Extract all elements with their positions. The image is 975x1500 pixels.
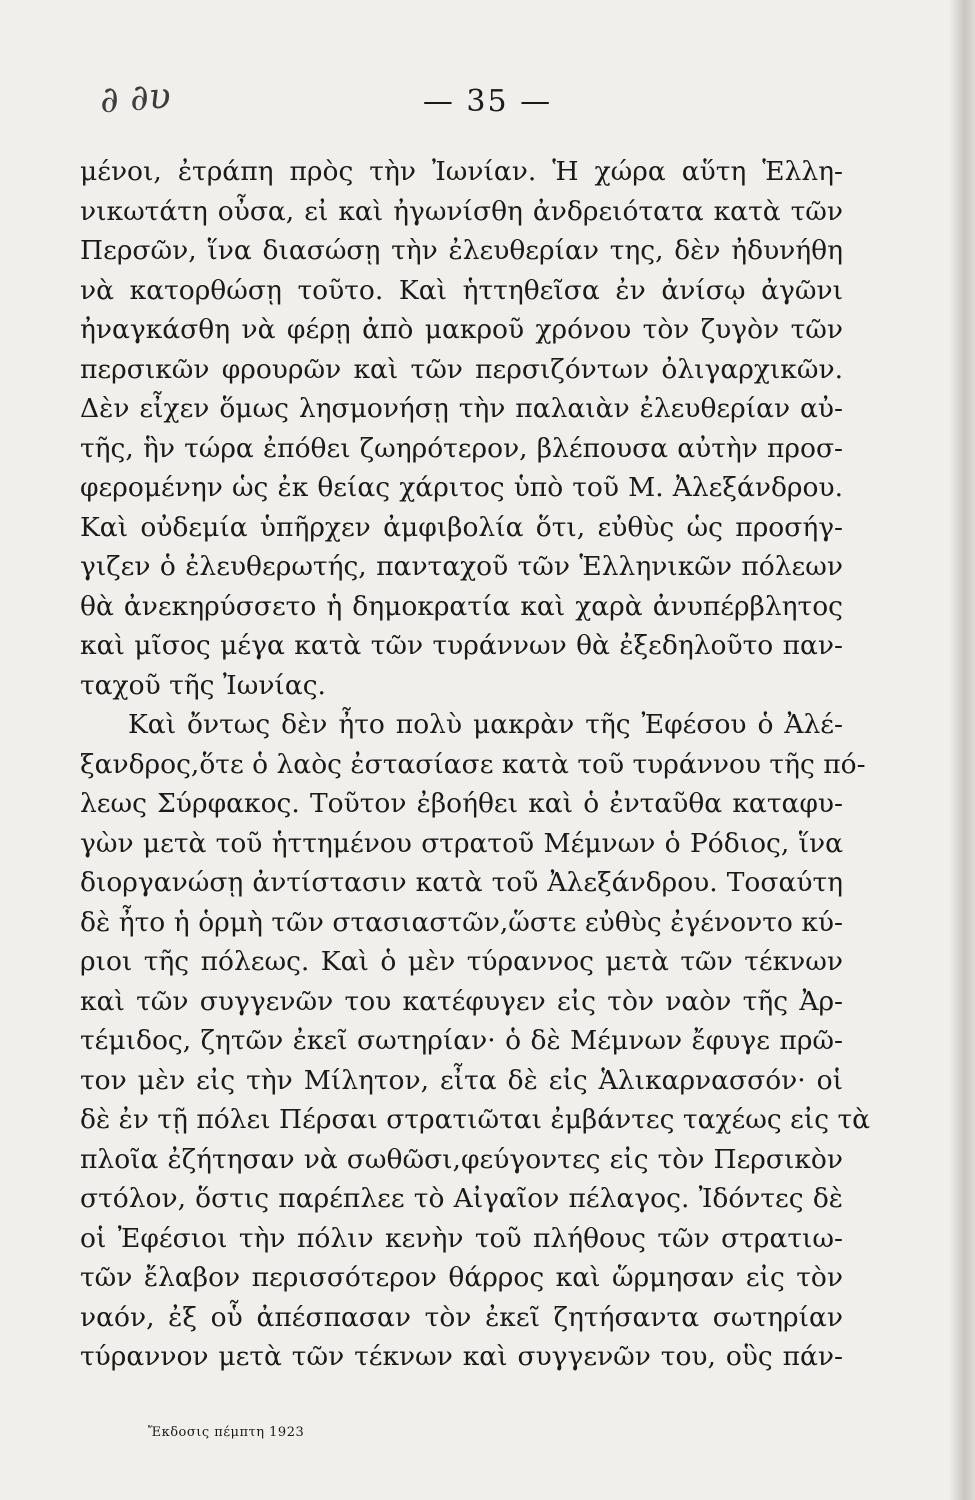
text-line: νικωτάτη οὖσα, εἰ καὶ ἠγωνίσθη ἀνδρειότατα κατὰ τῶν: [80, 195, 843, 227]
text-line: μένοι, ἐτράπη πρὸς τὴν Ἰωνίαν. Ἡ χώρα αὕτη Ἑλλη-: [80, 156, 843, 187]
page-number: — 35 —: [422, 84, 553, 119]
text-line: γὼν μετὰ τοῦ ἡττημένου στρατοῦ Μέμνων ὁ Ρόδιος, ἵνα: [80, 827, 843, 859]
page-edge: [949, 0, 975, 1500]
text-line: περσικῶν φρουρῶν καὶ τῶν περσιζόντων ὀλιγαρχικῶν.: [80, 353, 843, 385]
body-text: [80, 152, 871, 1377]
text-line: φερομένην ὡς ἐκ θείας χάριτος ὑπὸ τοῦ Μ. Ἀλεξάνδρου.: [80, 472, 843, 503]
edition-note: Ἔκδοσις πέμπτη 1923: [148, 1425, 305, 1440]
text-line: Καὶ ὄντως δὲν ἦτο πολὺ μακρὰν τῆς Ἐφέσου ὁ Ἀλέ-: [128, 709, 843, 740]
text-line: ριοι τῆς πόλεως. Καὶ ὁ μὲν τύραννος μετὰ τῶν τέκνων: [80, 946, 843, 977]
text-line: οἱ Ἐφέσιοι τὴν πόλιν κενὴν τοῦ πλήθους τῶν στρατιω-: [80, 1222, 843, 1254]
text-line: ξανδρος,ὅτε ὁ λαὸς ἐστασίασε κατὰ τοῦ τυράννου τῆς πό-: [80, 748, 866, 780]
text-line: τῆς, ἣν τώρα ἐπόθει ζωηρότερον, βλέπουσα αὐτὴν προσ-: [80, 432, 843, 464]
handwritten-annotation: ∂ ∂υ: [98, 75, 172, 122]
text-line: Περσῶν, ἵνα διασώσῃ τὴν ἐλευθερίαν της, δὲν ἠδυνήθη: [80, 235, 843, 266]
text-line: διοργανώσῃ ἀντίστασιν κατὰ τοῦ Ἀλεξάνδρου. Τοσαύτη: [80, 867, 843, 898]
text-line: τον μὲν εἰς τὴν Μίλητον, εἶτα δὲ εἰς Ἁλικαρνασσόν· οἱ: [80, 1064, 843, 1096]
text-line: τέμιδος, ζητῶν ἐκεῖ σωτηρίαν· ὁ δὲ Μέμνων ἔφυγε πρῶ-: [80, 1025, 843, 1056]
text-line: καὶ τῶν συγγενῶν του κατέφυγεν εἰς τὸν ναὸν τῆς Ἀρ-: [80, 985, 843, 1017]
text-line: λεως Σύρφακος. Τοῦτον ἐβοήθει καὶ ὁ ἐνταῦθα καταφυ-: [80, 788, 843, 819]
text-line: δὲ ἦτο ἡ ὁρμὴ τῶν στασιαστῶν,ὥστε εὐθὺς ἐγένοντο κύ-: [80, 906, 843, 938]
text-line: Δὲν εἶχεν ὅμως λησμονήσῃ τὴν παλαιὰν ἐλευθερίαν αὐ-: [80, 393, 843, 424]
text-line: γιζεν ὁ ἐλευθερωτής, πανταχοῦ τῶν Ἑλληνικῶν πόλεων: [80, 551, 843, 582]
text-line: στόλον, ὅστις παρέπλεε τὸ Αἰγαῖον πέλαγος. Ἰδόντες δὲ: [80, 1183, 843, 1214]
text-line: Καὶ οὐδεμία ὑπῆρχεν ἀμφιβολία ὅτι, εὐθὺς ὡς προσήγ-: [80, 511, 843, 543]
text-line: τύραννον μετὰ τῶν τέκνων καὶ συγγενῶν του, οὓς πάν-: [80, 1341, 843, 1372]
text-line: νὰ κατορθώσῃ τοῦτο. Καὶ ἡττηθεῖσα ἐν ἀνίσῳ ἀγῶνι: [80, 274, 843, 306]
text-line: καὶ μῖσος μέγα κατὰ τῶν τυράννων θὰ ἐξεδηλοῦτο παν-: [80, 630, 843, 661]
text-line: ταχοῦ τῆς Ἰωνίας.: [80, 669, 326, 701]
text-line: θὰ ἀνεκηρύσσετο ἡ δημοκρατία καὶ χαρὰ ἀνυπέρβλητος: [80, 590, 843, 622]
text-line: ἠναγκάσθη νὰ φέρῃ ἀπὸ μακροῦ χρόνου τὸν ζυγὸν τῶν: [80, 314, 843, 345]
text-line: τῶν ἔλαβον περισσότερον θάρρος καὶ ὥρμησαν εἰς τὸν: [80, 1262, 843, 1293]
text-line: ναόν, ἐξ οὗ ἀπέσπασαν τὸν ἐκεῖ ζητήσαντα σωτηρίαν: [80, 1301, 843, 1333]
text-line: δὲ ἐν τῇ πόλει Πέρσαι στρατιῶται ἐμβάντες ταχέως εἰς τὰ: [80, 1104, 871, 1135]
text-line: πλοῖα ἐζήτησαν νὰ σωθῶσι,φεύγοντες εἰς τὸν Περσικὸν: [80, 1143, 843, 1175]
